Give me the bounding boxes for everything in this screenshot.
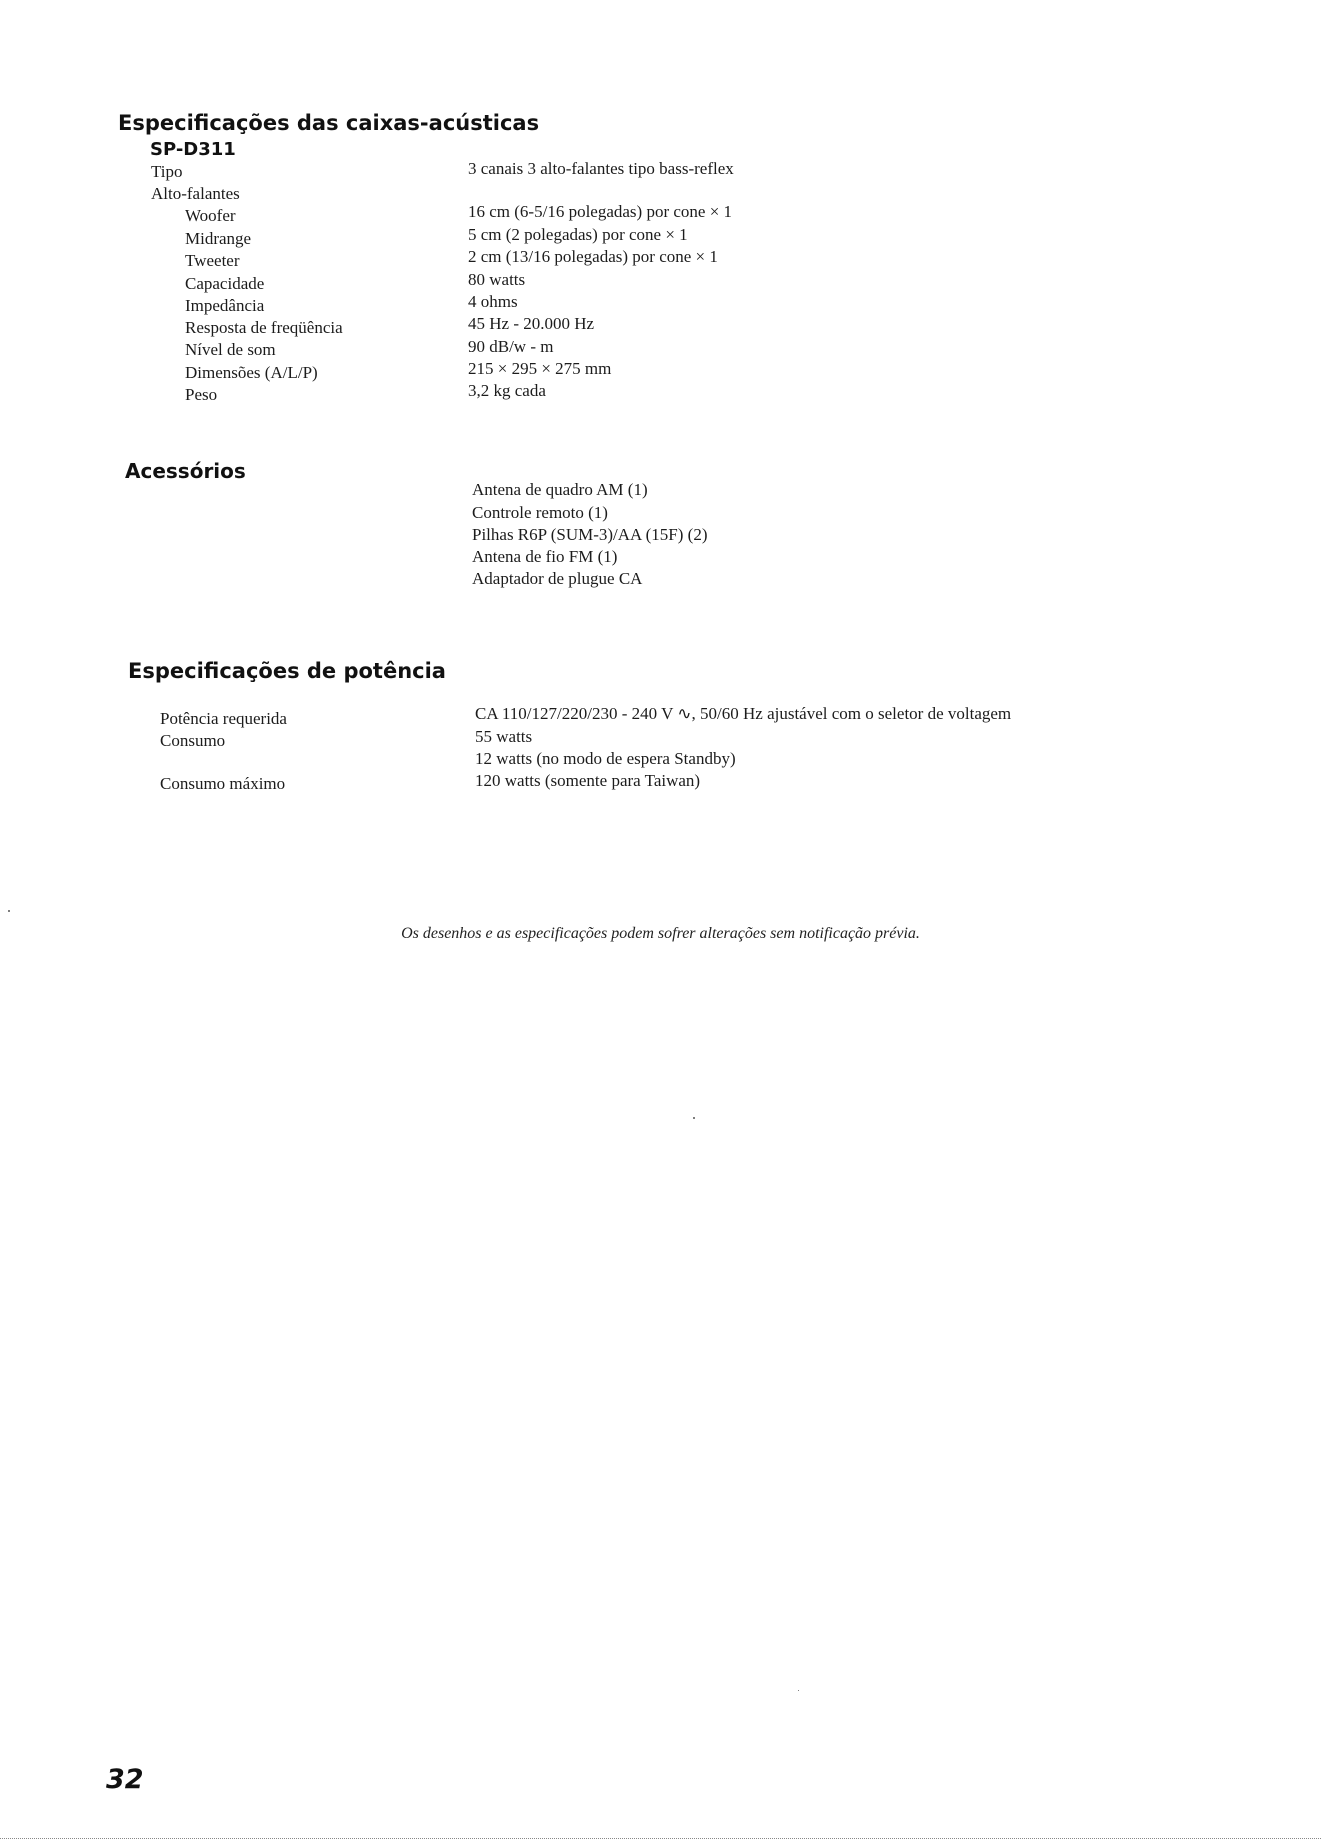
power-label-potencia: Potência requerida — [160, 709, 287, 728]
power-value-standby: 12 watts (no modo de espera Standby) — [475, 749, 736, 768]
page-bottom-rule — [0, 1838, 1321, 1839]
page-number: 32 — [106, 1764, 144, 1795]
spec-value-tipo: 3 canais 3 alto-falantes tipo bass-reflex — [468, 159, 734, 178]
spec-label-tweeter: Tweeter — [185, 251, 240, 270]
spec-label-resposta-frequencia: Resposta de freqüência — [185, 318, 343, 337]
accessory-item: Antena de quadro AM (1) — [472, 480, 648, 499]
spec-value-woofer: 16 cm (6-5/16 polegadas) por cone × 1 — [468, 202, 733, 221]
accessories-section-title: Acessórios — [125, 459, 246, 483]
spec-label-midrange: Midrange — [185, 229, 252, 248]
spec-label-capacidade: Capacidade — [185, 274, 265, 293]
power-label-consumo-maximo: Consumo máximo — [160, 774, 286, 793]
power-section-title: Especificações de potência — [128, 659, 446, 683]
power-value-consumo-maximo: 120 watts (somente para Taiwan) — [475, 771, 701, 790]
spec-label-alto-falantes: Alto-falantes — [151, 184, 240, 203]
accessory-item: Pilhas R6P (SUM-3)/AA (15F) (2) — [472, 525, 708, 544]
spec-label-nivel-som: Nível de som — [185, 340, 276, 359]
spec-value-midrange: 5 cm (2 polegadas) por cone × 1 — [468, 225, 688, 244]
power-value-potencia: CA 110/127/220/230 - 240 V ∿, 50/60 Hz ajustável com o seletor de voltagem — [475, 704, 1012, 723]
scan-speck — [693, 1117, 695, 1119]
spec-label-dimensoes: Dimensões (A/L/P) — [185, 363, 318, 382]
spec-value-impedancia: 4 ohms — [468, 292, 518, 311]
speaker-model: SP-D311 — [150, 139, 236, 160]
spec-value-peso: 3,2 kg cada — [468, 381, 546, 400]
spec-value-tweeter: 2 cm (13/16 polegadas) por cone × 1 — [468, 247, 718, 266]
power-value-consumo: 55 watts — [475, 727, 533, 746]
spec-value-nivel-som: 90 dB/w - m — [468, 337, 554, 356]
specifications-change-note: Os desenhos e as especificações podem sofrer alterações sem notificação prévia. — [401, 925, 920, 942]
spec-value-dimensoes: 215 × 295 × 275 mm — [468, 359, 612, 378]
spec-value-capacidade: 80 watts — [468, 270, 526, 289]
power-label-consumo: Consumo — [160, 731, 226, 750]
spec-label-woofer: Woofer — [185, 206, 236, 225]
accessory-item: Controle remoto (1) — [472, 503, 608, 522]
spec-label-peso: Peso — [185, 385, 218, 404]
accessory-item: Antena de fio FM (1) — [472, 547, 618, 566]
scan-speck — [8, 910, 10, 912]
scan-speck — [798, 1690, 799, 1691]
speakers-section-title: Especificações das caixas-acústicas — [118, 111, 540, 135]
spec-value-resposta-frequencia: 45 Hz - 20.000 Hz — [468, 314, 595, 333]
spec-label-tipo: Tipo — [151, 162, 183, 181]
accessory-item: Adaptador de plugue CA — [472, 569, 643, 588]
spec-label-impedancia: Impedância — [185, 296, 265, 315]
